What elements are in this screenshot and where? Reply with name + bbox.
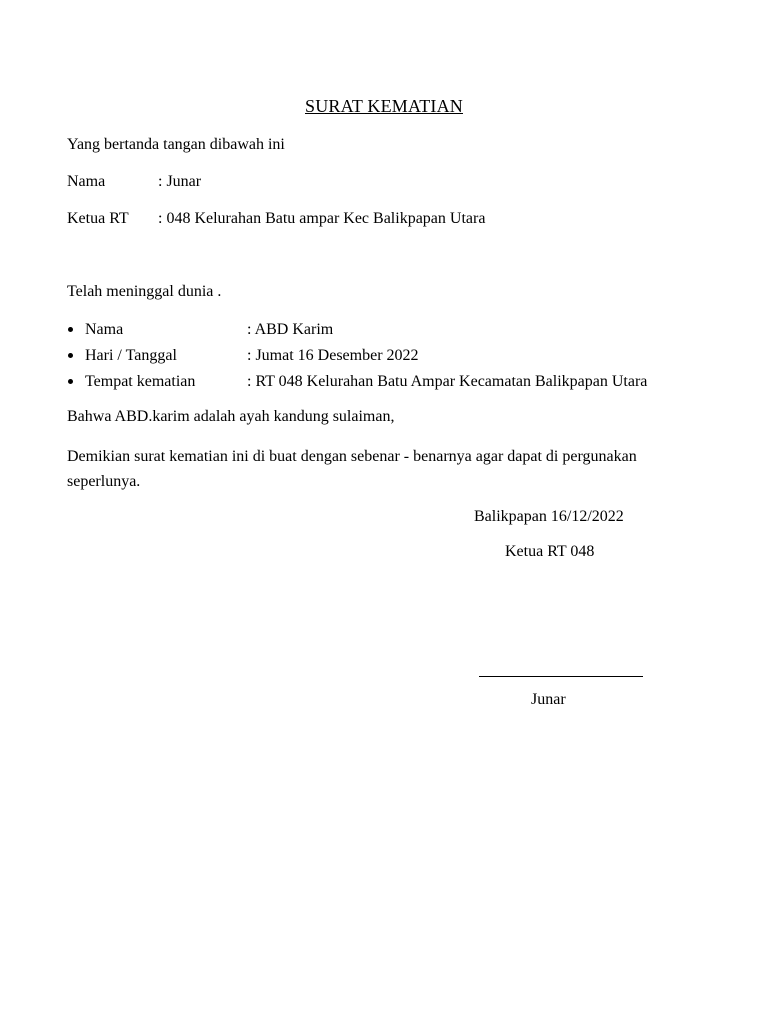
deceased-item-label: Hari / Tanggal	[85, 347, 177, 364]
relationship-statement: Bahwa ABD.karim adalah ayah kandung sulaiman,	[67, 408, 395, 425]
deceased-item-value: : RT 048 Kelurahan Batu Ampar Kecamatan Balikpapan Utara	[247, 373, 648, 390]
closing-paragraph: Demikian surat kematian ini di buat dengan sebenar - benarnya agar dapat di pergunakan seperlunya.	[67, 448, 637, 490]
signature-line	[479, 676, 643, 677]
signer-title: Ketua RT 048	[505, 543, 595, 560]
intro-text: Yang bertanda tangan dibawah ini	[67, 136, 285, 153]
signer-name-label: Nama	[67, 173, 106, 190]
signer-name-value: : Junar	[158, 173, 202, 190]
deceased-item-label: Nama	[85, 321, 124, 338]
deceased-intro: Telah meninggal dunia .	[67, 283, 222, 300]
deceased-item-value: : ABD Karim	[247, 321, 334, 338]
deceased-item-label: Tempat kematian	[85, 373, 196, 390]
deceased-item-value: : Jumat 16 Desember 2022	[247, 347, 419, 364]
signer-name: Junar	[531, 691, 566, 708]
document-title: SURAT KEMATIAN	[305, 96, 463, 116]
signer-role-value: : 048 Kelurahan Batu ampar Kec Balikpapan Utara	[158, 210, 486, 227]
signer-role-label: Ketua RT	[67, 210, 129, 227]
place-date: Balikpapan 16/12/2022	[474, 508, 624, 525]
